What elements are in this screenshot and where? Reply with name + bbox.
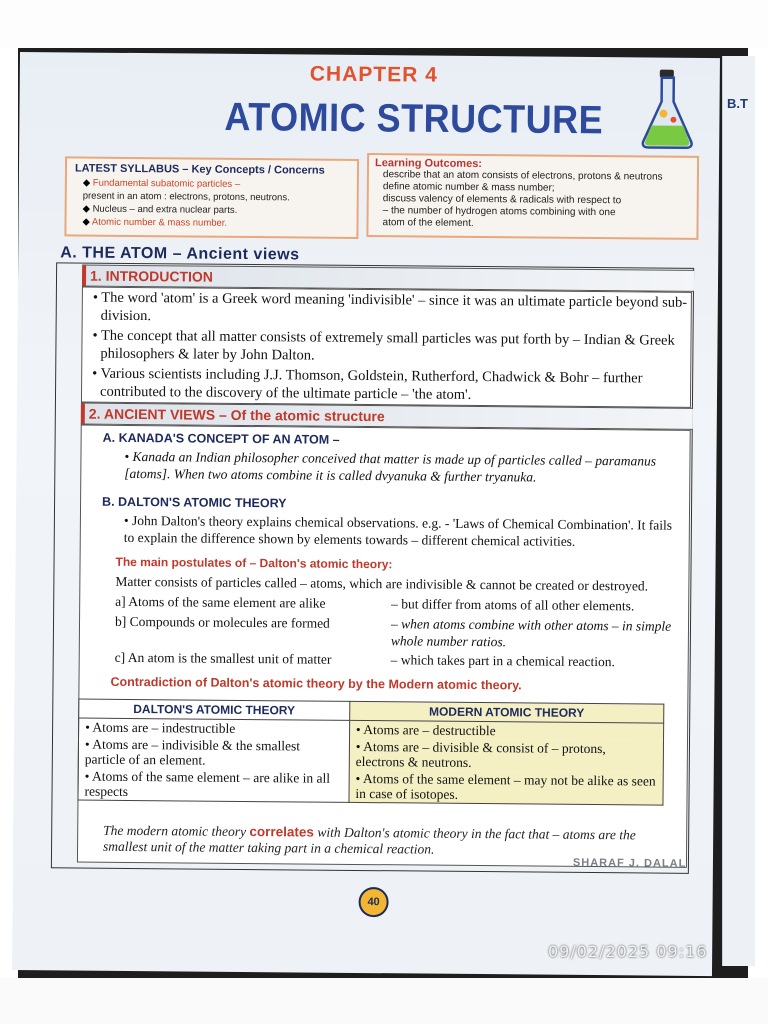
intro-point: • The word 'atom' is a Greek word meaning 'indivisible' – since it was an ultimate particle beyond sub-division.	[92, 289, 688, 324]
postulates-heading: The main postulates of – Dalton's atomic theory:	[115, 554, 393, 572]
outcome-item: describe that an atom consists of electrons, protons & neutrons	[382, 169, 663, 183]
table-header-dalton: DALTON'S ATOMIC THEORY	[79, 699, 350, 720]
table-cell: • Atoms are – divisible & consist of – protons, electrons & neutrons.	[349, 738, 663, 773]
postulate-right: – which takes part in a chemical reaction.	[390, 652, 615, 670]
outcome-item: discuss valency of elements & radicals with respect to	[382, 193, 622, 207]
table-cell: • Atoms of the same element – are alike in all respects	[78, 768, 349, 803]
introduction-box	[81, 287, 692, 408]
photo-timestamp: 09/02/2025 09:16	[548, 942, 708, 961]
syllabus-box	[64, 156, 359, 239]
outcome-item: define atomic number & mass number;	[382, 181, 555, 194]
intro-point: • The concept that all matter consists of extremely small particles was put forth by – Indian & Greek philosophers & later by John Dalton.	[92, 327, 675, 364]
author-credit: SHARAF J. DALAL	[572, 856, 687, 870]
postulate-right: – but differ from atoms of all other elements.	[391, 596, 635, 614]
outcome-item: – the number of hydrogen atoms combining with one	[382, 205, 616, 219]
kanada-text: • Kanada an Indian philosopher conceived that matter is made up of particles called – paramanus [atoms]. When two atoms combine it is called dvyanuka & further tryanuka.	[124, 448, 657, 485]
table-row	[78, 768, 663, 806]
next-page-fragment: B.T	[727, 96, 748, 111]
dalton-heading: B. DALTON'S ATOMIC THEORY	[102, 494, 287, 511]
introduction-heading: 1. INTRODUCTION	[89, 267, 214, 285]
photo-background-bottom	[0, 978, 768, 1024]
page-number: 40	[358, 887, 388, 917]
learning-outcomes-box	[366, 153, 699, 240]
contradiction-heading: Contradiction of Dalton's atomic theory by the Modern atomic theory.	[110, 674, 522, 693]
textbook-page	[12, 52, 720, 976]
table-cell: • Atoms of the same element – may not be alike as seen in case of isotopes.	[349, 770, 663, 805]
closing-keyword: correlates	[249, 824, 315, 840]
page-title: ATOMIC STRUCTURE	[224, 93, 604, 143]
syllabus-item: present in an atom : electrons, protons, neutrons.	[82, 190, 290, 204]
outcome-item: atom of the element.	[382, 217, 474, 229]
flask-icon	[637, 67, 698, 150]
kanada-heading: A. KANADA'S CONCEPT OF AN ATOM –	[102, 430, 340, 447]
syllabus-heading: LATEST SYLLABUS – Key Concepts / Concerns	[74, 162, 325, 177]
dalton-text: • John Dalton's theory explains chemical observations. e.g. - 'Laws of Chemical Combination'. It fails to explain the difference shown by elements towards – different chemical activities.	[123, 512, 673, 549]
chapter-label: CHAPTER 4	[309, 62, 438, 87]
postulate-left: c] An atom is the smallest unit of matter	[114, 649, 332, 667]
postulates-intro: Matter consists of particles called – atoms, which are indivisible & cannot be created or destroyed.	[115, 573, 649, 594]
table-row	[78, 736, 663, 773]
bar-accent	[81, 404, 85, 424]
ancient-views-heading: 2. ANCIENT VIEWS – Of the atomic structure	[88, 405, 385, 425]
postulate-left: b] Compounds or molecules are formed	[114, 613, 330, 631]
postulate-left: a] Atoms of the same element are alike	[115, 593, 326, 611]
table-cell: • Atoms are – indivisible & the smallest particle of an element.	[78, 736, 349, 770]
table-cell: • Atoms are – destructible	[349, 720, 663, 740]
syllabus-item: ◆ Nucleus – and extra nuclear parts.	[82, 203, 238, 216]
next-page-edge	[722, 56, 755, 966]
bar-accent	[82, 266, 86, 286]
comparison-table	[77, 699, 664, 806]
syllabus-item: ◆ Fundamental subatomic particles –	[82, 177, 241, 190]
syllabus-item: ◆ Atomic number & mass number.	[82, 216, 228, 229]
photo-background-top	[0, 0, 768, 48]
postulate-right: – when atoms combine with other atoms – in simple whole number ratios.	[390, 616, 672, 650]
section-a-heading: A. THE ATOM – Ancient views	[60, 244, 300, 264]
intro-point: • Various scientists including J.J. Thomson, Goldstein, Rutherford, Chadwick & Bohr – further contributed to the discovery of the ultimate particle – 'the atom'.	[92, 365, 643, 403]
table-cell: • Atoms are – indestructible	[79, 718, 350, 738]
closing-statement: The modern atomic theory correlates with Dalton's atomic theory in the fact that – atoms are the smallest unit of the matter taking part in a chemical reaction.	[103, 822, 636, 857]
outcomes-heading: Learning Outcomes:	[374, 157, 483, 171]
table-header-modern: MODERN ATOMIC THEORY	[350, 701, 664, 723]
